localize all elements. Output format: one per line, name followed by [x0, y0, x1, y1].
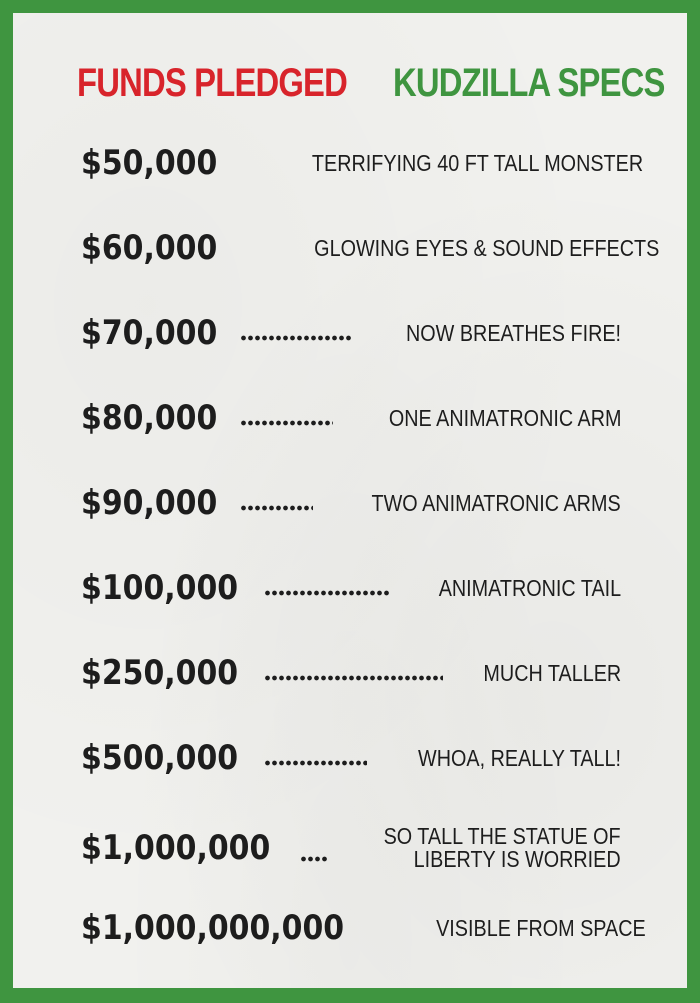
leader-dots: [240, 335, 353, 341]
tier-spec: [384, 825, 621, 871]
tier-amount: $90,000: [81, 483, 218, 523]
tier-row: [81, 226, 660, 270]
leader-dots: [240, 420, 333, 426]
funds-pledged-heading: FUNDS PLEDGED: [77, 61, 347, 105]
tier-amount: $100,000: [81, 568, 239, 608]
tier-spec: TERRIFYING 40 FT TALL MONSTER: [311, 149, 643, 176]
tier-amount: $1,000,000: [81, 828, 271, 868]
tier-row: [81, 736, 621, 780]
paper-sheet: [13, 13, 687, 988]
tier-amount: $500,000: [81, 738, 239, 778]
tier-row: [81, 821, 621, 875]
tier-row: [81, 396, 621, 440]
tier-spec: GLOWING EYES & SOUND EFFECTS: [314, 234, 660, 261]
tier-spec-line-1: SO TALL THE STATUE OF: [383, 823, 621, 849]
tier-amount: $250,000: [81, 653, 239, 693]
tier-spec: MUCH TALLER: [483, 659, 621, 686]
leader-dots: [264, 590, 391, 596]
tier-row: [81, 566, 621, 610]
tier-spec: NOW BREATHES FIRE!: [405, 319, 621, 346]
tier-row: [81, 141, 643, 185]
leader-dots: [240, 505, 314, 511]
tier-spec: ONE ANIMATRONIC ARM: [388, 404, 621, 431]
tier-spec: VISIBLE FROM SPACE: [436, 914, 646, 941]
tier-spec: WHOA, REALLY TALL!: [417, 744, 621, 771]
tier-amount: $80,000: [81, 398, 218, 438]
leader-dots: [264, 760, 367, 766]
tier-row: [81, 906, 646, 950]
tier-amount: $70,000: [81, 313, 218, 353]
leader-dots: [264, 675, 443, 681]
tier-amount: $60,000: [81, 228, 218, 268]
tier-amount: $1,000,000,000: [81, 908, 345, 948]
tier-row: [81, 481, 621, 525]
tier-spec: TWO ANIMATRONIC ARMS: [371, 489, 621, 516]
tier-spec: ANIMATRONIC TAIL: [438, 574, 621, 601]
leader-dots: [300, 856, 327, 862]
kudzilla-specs-heading: KUDZILLA SPECS: [393, 61, 665, 105]
tier-amount: $50,000: [81, 143, 218, 183]
tier-row: [81, 651, 621, 695]
tier-spec-line-2: LIBERTY IS WORRIED: [413, 846, 621, 872]
tier-row: [81, 311, 621, 355]
column-headers: [13, 53, 687, 113]
